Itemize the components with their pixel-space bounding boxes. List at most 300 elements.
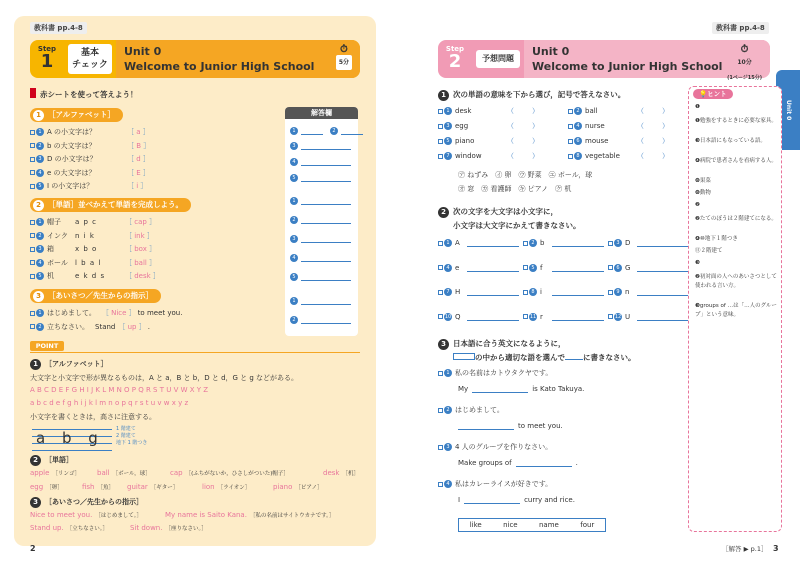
- sentence-suffix: curry and rice.: [524, 496, 575, 504]
- sentence-prefix: I: [458, 496, 461, 504]
- question-number: 5: [36, 182, 44, 190]
- question-number: 8: [529, 288, 537, 296]
- section-1-title: 1 ［アルファベット］: [30, 108, 123, 122]
- question-number: 2: [36, 232, 44, 240]
- letter: r: [540, 312, 543, 321]
- word-meaning: ［ピアノ］: [295, 485, 323, 491]
- four-line-diagram: [32, 425, 112, 455]
- word-entry: [323, 469, 359, 477]
- question-text: インク: [47, 231, 68, 240]
- checkbox[interactable]: [438, 445, 443, 450]
- phrase-entry: [165, 511, 334, 519]
- word: vegetable: [585, 152, 620, 160]
- hint-text: ❸groups of …は「…人のグループ」という意味。: [695, 303, 777, 318]
- word-entry: [30, 469, 80, 477]
- question-number: 4: [574, 122, 582, 130]
- answer-line[interactable]: [301, 254, 351, 262]
- word: piano: [455, 137, 475, 145]
- answer-line[interactable]: [301, 297, 351, 305]
- q1-item: [568, 151, 687, 161]
- sentence-suffix: .: [575, 459, 578, 467]
- word-entry: [202, 483, 250, 491]
- phrase-meaning: ［立ちなさい。］: [66, 526, 108, 532]
- question-text: ボール: [47, 258, 68, 267]
- question-text: D の小文字は？: [47, 155, 97, 163]
- answer-slot[interactable]: [290, 127, 323, 135]
- word-meaning: ［ギター］: [150, 485, 179, 491]
- answer-line[interactable]: [301, 273, 351, 281]
- question-text: 帽子: [47, 218, 61, 226]
- question-number: 9: [614, 288, 622, 296]
- checkbox[interactable]: [30, 311, 35, 316]
- checkbox[interactable]: [568, 139, 573, 144]
- word: fish: [82, 483, 95, 491]
- checkbox[interactable]: [30, 170, 35, 175]
- checkbox[interactable]: [608, 290, 613, 295]
- answer-line[interactable]: [301, 197, 351, 205]
- answer-line[interactable]: [637, 239, 689, 247]
- suffix: to meet you.: [137, 309, 183, 317]
- checkbox[interactable]: [30, 157, 35, 162]
- answer: ［ desk ］: [125, 272, 160, 280]
- answer-line[interactable]: [552, 239, 604, 247]
- unit-tab[interactable]: Unit 0: [776, 70, 800, 150]
- word: piano: [273, 483, 293, 491]
- q2-item: [608, 239, 689, 247]
- lowercase-alphabet: a b c d e f g h i j k l m n o p q r s t u v w x y z: [30, 399, 189, 407]
- scrambled-letters: x b o: [75, 245, 98, 253]
- uppercase-alphabet: A B C D E F G H I J K L M N O P Q R S T U V W X Y Z: [30, 386, 209, 394]
- hint-text: ❸: [695, 260, 700, 266]
- scrambled-letters: n i k: [75, 231, 95, 240]
- answer-slot[interactable]: [290, 216, 351, 224]
- word-choice: name: [539, 521, 559, 529]
- hint-label: 💡ヒント: [693, 89, 733, 99]
- letter: D: [625, 239, 631, 247]
- q2-item: [438, 288, 519, 296]
- word: egg: [30, 483, 44, 491]
- question-number: 2: [36, 323, 44, 331]
- point-2-title: 2 ［単語］: [30, 455, 73, 466]
- sentence-prefix: My: [458, 385, 469, 393]
- q2-item: [438, 239, 519, 247]
- letter: n: [625, 288, 630, 296]
- letter: i: [540, 288, 542, 296]
- answer-number: 1: [290, 297, 298, 305]
- line-label: 2 階建て: [116, 433, 136, 439]
- word-meaning: ［ボール，球］: [112, 471, 151, 477]
- phrase: Nice to meet you.: [30, 511, 93, 519]
- letter: A: [455, 239, 460, 247]
- sentence-suffix: is Kato Takuya.: [532, 385, 585, 393]
- scrambled-letters: a p c: [75, 218, 98, 226]
- answer-number: 5: [290, 273, 298, 281]
- section-3-row: [30, 322, 150, 332]
- letter: e: [455, 263, 460, 272]
- step-type-right: 予想問題: [476, 50, 520, 68]
- hint-text: ❷: [695, 202, 700, 208]
- question-number: 2: [36, 142, 44, 150]
- unit-label: Unit 0: [124, 45, 162, 58]
- answer: ［ up ］: [118, 322, 146, 331]
- section-1-row: [30, 154, 150, 164]
- checkbox[interactable]: [30, 220, 35, 225]
- checkbox[interactable]: [438, 408, 443, 413]
- answer-paren[interactable]: （）: [637, 152, 687, 160]
- question-number: 6: [614, 264, 622, 272]
- letter: b: [540, 239, 545, 247]
- checkbox[interactable]: [438, 109, 443, 114]
- word: mouse: [585, 137, 609, 145]
- answer-number: 4: [290, 158, 298, 166]
- suffix: .: [147, 322, 150, 331]
- answer: ［ box ］: [125, 245, 157, 253]
- question-number: 4: [444, 480, 452, 488]
- word-choice: like: [469, 521, 482, 529]
- point-label: POINT: [30, 341, 64, 351]
- answer-paren[interactable]: （）: [507, 137, 557, 145]
- q3-sentence: [458, 496, 575, 504]
- textbook-badge-left: 教科書 pp.4-8: [30, 22, 87, 34]
- question-number: 3: [444, 443, 452, 451]
- scrambled-letters: l b a l: [75, 258, 102, 267]
- hint-text: ⑪２階建て: [695, 248, 723, 254]
- word-entry: [82, 483, 114, 491]
- unit-label-right: Unit 0: [532, 45, 570, 58]
- step-indicator: Step 1: [37, 45, 57, 72]
- answer-line[interactable]: [472, 385, 528, 393]
- answer: ［ ink ］: [125, 231, 154, 240]
- answer: ［ ball ］: [125, 258, 157, 267]
- checkbox[interactable]: [438, 314, 443, 319]
- question-number: 11: [529, 313, 537, 320]
- question-number: 4: [444, 264, 452, 272]
- question-number: 1: [444, 239, 452, 247]
- letters-abg: a b g: [36, 429, 104, 447]
- word-meaning: ［リンゴ］: [52, 471, 80, 477]
- line-label: 1 階建て: [116, 426, 136, 432]
- checkbox[interactable]: [438, 290, 443, 295]
- page-number-right: 3: [773, 544, 779, 553]
- word-choice: nice: [503, 521, 518, 529]
- red-marker: [30, 88, 36, 98]
- word: window: [455, 152, 482, 160]
- checkbox[interactable]: [438, 265, 443, 270]
- question-number: 1: [444, 107, 452, 115]
- answer-number: 2: [290, 316, 298, 324]
- answer-paren[interactable]: （）: [507, 107, 557, 115]
- section-3-row: [30, 308, 182, 318]
- answer-number: 4: [290, 254, 298, 262]
- question-number: 1: [36, 218, 44, 226]
- answer-slot[interactable]: [290, 273, 351, 281]
- phrase-meaning: ［はじめまして。］: [95, 513, 142, 519]
- word-choice: four: [580, 521, 595, 529]
- answer-number: 2: [330, 127, 338, 135]
- answer-line[interactable]: [467, 239, 519, 247]
- q3-question: [438, 479, 552, 489]
- checkbox[interactable]: [438, 241, 443, 246]
- phrase: My name is Saito Kana.: [165, 511, 247, 519]
- checkbox[interactable]: [438, 482, 443, 487]
- question-number: 5: [36, 272, 44, 280]
- answer-slot[interactable]: [290, 235, 351, 243]
- question-number: 4: [36, 259, 44, 267]
- section-2-row: [30, 271, 160, 281]
- hint-text: ❹病院で患者さんを看病する人。: [695, 158, 777, 164]
- q2-title-2: 小文字は大文字にかえて書きなさい。: [453, 221, 581, 230]
- q3-sentence: [458, 459, 578, 467]
- checkbox[interactable]: [523, 314, 528, 319]
- answer-slot[interactable]: [290, 316, 351, 324]
- word: ball: [97, 469, 110, 477]
- q1-item: [438, 136, 557, 146]
- section-2-title: 2 ［単語］並べかえて単語を完成しよう。: [30, 198, 191, 212]
- answer-line[interactable]: [467, 313, 519, 321]
- timer: ⏱ 5分: [336, 44, 352, 70]
- unit-title-box: [116, 40, 360, 78]
- section-2-row: [30, 231, 154, 241]
- hint-text: ❽果菜: [695, 178, 711, 184]
- checkbox[interactable]: [30, 260, 35, 265]
- checkbox[interactable]: [568, 154, 573, 159]
- page-number-left: 2: [30, 544, 36, 553]
- answer-line[interactable]: [552, 288, 604, 296]
- letter: Q: [455, 312, 461, 321]
- letter: G: [625, 263, 631, 272]
- question-number: 8: [574, 152, 582, 160]
- checkbox[interactable]: [568, 124, 573, 129]
- answer-line[interactable]: [301, 158, 351, 166]
- answer-slot[interactable]: [290, 254, 351, 262]
- checkbox[interactable]: [608, 314, 613, 319]
- word-entry: [273, 483, 322, 491]
- answer-line[interactable]: [552, 264, 604, 272]
- q3-question: [438, 405, 504, 415]
- answer-line[interactable]: [637, 264, 689, 272]
- unit-title: Welcome to Junior High School: [124, 60, 315, 73]
- answer-line[interactable]: [301, 235, 351, 243]
- section-2-row: [30, 244, 156, 254]
- question-number: 1: [444, 369, 452, 377]
- question-number: 2: [574, 107, 582, 115]
- checkbox[interactable]: [523, 241, 528, 246]
- q2-item: [438, 313, 519, 321]
- answer-line[interactable]: [467, 288, 519, 296]
- instruction: 赤シートを使って答えよう！: [40, 90, 138, 99]
- q3-title: 3 日本語に合う英文になるように，: [438, 338, 566, 350]
- answer-slot[interactable]: [290, 297, 351, 305]
- step-indicator-right: Step 2: [445, 45, 465, 72]
- question-number: 2: [444, 406, 452, 414]
- q3-question: [438, 442, 552, 452]
- answer-box: 解答欄 1 2 3 4 5 1 2 3 4 5 1 2: [285, 107, 358, 336]
- scrambled-letters: e k d s: [75, 272, 106, 280]
- answer-line[interactable]: [341, 127, 363, 135]
- question-number: 6: [574, 137, 582, 145]
- answer-line[interactable]: [301, 142, 351, 150]
- timer-right: ⏱ 10分 (1ページ15分): [727, 44, 762, 81]
- hint-text: ❶勉強をするときに必要な家具。: [695, 118, 777, 124]
- answer-line[interactable]: [301, 316, 351, 324]
- checkbox[interactable]: [30, 233, 35, 238]
- section-2-row: [30, 217, 156, 227]
- word-meaning: ［卵］: [46, 485, 63, 491]
- question-text: b の大文字は？: [47, 141, 96, 150]
- answer-line[interactable]: [301, 127, 323, 135]
- answer-slot[interactable]: [290, 142, 351, 150]
- hint-panel: [688, 86, 782, 532]
- checkbox[interactable]: [523, 265, 528, 270]
- answer-slot[interactable]: [290, 197, 351, 205]
- answer-slot[interactable]: [290, 158, 351, 166]
- answer-line[interactable]: [464, 496, 520, 504]
- answer-line[interactable]: [301, 174, 351, 182]
- q1-item: [438, 151, 557, 161]
- word: guitar: [127, 483, 148, 491]
- question-number: 7: [444, 288, 452, 296]
- answer: ［ a ］: [127, 128, 150, 136]
- q2-item: [608, 288, 689, 296]
- question-text: はじめまして。: [47, 309, 96, 317]
- answer-paren[interactable]: （）: [637, 107, 687, 115]
- stopwatch-icon: ⏱: [740, 44, 749, 55]
- section-1-row: [30, 141, 150, 151]
- question-number: 5: [529, 264, 537, 272]
- question-text: 箱: [47, 245, 54, 253]
- phrase-entry: [130, 524, 207, 532]
- answer-line[interactable]: [467, 264, 519, 272]
- q2-item: [523, 264, 604, 272]
- checkbox[interactable]: [438, 154, 443, 159]
- q3-sentence: [458, 385, 584, 393]
- q3-question: [438, 368, 552, 378]
- answer-line[interactable]: [637, 288, 689, 296]
- answer-number: 1: [290, 197, 298, 205]
- question-text: A の小文字は？: [47, 128, 97, 136]
- hint-text: ❶: [695, 104, 700, 110]
- word-choice-box: [458, 518, 606, 532]
- checkbox[interactable]: [30, 247, 35, 252]
- word-meaning: ［机］: [342, 471, 359, 477]
- hint-text: ❷初対面の人へのあいさつとして使われる言い方。: [695, 274, 777, 289]
- answer: ［ B ］: [127, 141, 151, 150]
- section-1-row: [30, 181, 147, 191]
- section-1-row: [30, 168, 150, 178]
- line-label: 地下 1 階つき: [116, 440, 148, 446]
- answer-paren[interactable]: （）: [507, 122, 557, 130]
- checkbox[interactable]: [608, 241, 613, 246]
- question-japanese: 私はカレーライスが好きです。: [455, 480, 553, 488]
- section-2-row: [30, 258, 156, 268]
- q1-title: 1 次の単語の意味を下から選び，記号で答えなさい。: [438, 89, 625, 101]
- answer-slot[interactable]: [290, 174, 351, 182]
- checkbox[interactable]: [30, 143, 35, 148]
- section-3-title: 3 ［あいさつ／先生からの指示］: [30, 289, 161, 303]
- q1-item: [568, 136, 687, 146]
- q2-title: 2 次の文字を大文字は小文字に，: [438, 206, 558, 218]
- word: apple: [30, 469, 50, 477]
- answer-line[interactable]: [516, 459, 572, 467]
- q1-item: [568, 106, 687, 116]
- answer-line[interactable]: [552, 313, 604, 321]
- q2-item: [523, 288, 604, 296]
- checkbox[interactable]: [30, 274, 35, 279]
- question-text: 立ちなさい。: [47, 322, 89, 331]
- answer-line[interactable]: [637, 313, 689, 321]
- sentence-prefix: Make groups of: [458, 459, 512, 467]
- answer-paren[interactable]: （）: [507, 152, 557, 160]
- answer-paren[interactable]: （）: [637, 137, 687, 145]
- q2-item: [608, 264, 689, 272]
- hint-text: ❷たてのぼうは２階建てになる。: [695, 216, 777, 222]
- textbook-badge-right: 教科書 pp.4-8: [712, 22, 769, 34]
- step-type: 基本 チェック: [68, 44, 112, 74]
- step-header-right: [438, 40, 770, 81]
- word: nurse: [585, 122, 605, 130]
- q3-sentence: [458, 422, 563, 430]
- question-japanese: 4 人のグループを作りなさい。: [455, 443, 553, 451]
- checkbox[interactable]: [30, 130, 35, 135]
- checkbox[interactable]: [523, 290, 528, 295]
- word-entry: [97, 469, 151, 477]
- word-meaning: ［魚］: [97, 485, 115, 491]
- answer-line[interactable]: [458, 422, 514, 430]
- point-3-title: 3 ［あいさつ／先生からの指示］: [30, 497, 143, 508]
- answer-number: 1: [290, 127, 298, 135]
- question-number: 3: [444, 122, 452, 130]
- q3-title-2: の中から適切な語を選んで に書きなさい。: [453, 352, 636, 363]
- checkbox[interactable]: [438, 139, 443, 144]
- answer: ［ E ］: [127, 168, 150, 177]
- word: egg: [455, 122, 469, 130]
- word-entry: [30, 483, 63, 491]
- question-number: 2: [529, 239, 537, 247]
- checkbox[interactable]: [568, 109, 573, 114]
- question-text: e の大文字は？: [47, 168, 96, 177]
- section-1-row: [30, 127, 150, 137]
- word-entry: [127, 483, 178, 491]
- phrase: Sit down.: [130, 524, 163, 532]
- hint-text: ❸日本語にもなっている語。: [695, 138, 766, 144]
- phrase-meaning: ［私の名前はサイトウカナです。］: [249, 513, 335, 519]
- question-number: 5: [444, 137, 452, 145]
- question-number: 1: [36, 128, 44, 136]
- q2-item: [523, 239, 604, 247]
- phrase-meaning: ［座りなさい。］: [165, 526, 207, 532]
- answer-line[interactable]: [301, 216, 351, 224]
- point-divider: [30, 352, 360, 353]
- checkbox[interactable]: [30, 324, 35, 329]
- question-japanese: 私の名前はカトウタクヤです。: [455, 369, 553, 377]
- question-text: 机: [47, 272, 54, 280]
- checkbox[interactable]: [30, 184, 35, 189]
- question-number: 1: [36, 309, 44, 317]
- q2-item: [523, 313, 604, 321]
- answer-number: 5: [290, 174, 298, 182]
- checkbox[interactable]: [438, 124, 443, 129]
- question-number: 3: [36, 155, 44, 163]
- q1-item: [438, 121, 557, 131]
- checkbox[interactable]: [608, 265, 613, 270]
- answer-reference[interactable]: ［解答 ▶ p.1］: [722, 545, 768, 553]
- phrase-entry: [30, 524, 108, 532]
- checkbox[interactable]: [438, 371, 443, 376]
- answer-paren[interactable]: （）: [637, 122, 687, 130]
- question-text: I の小文字は？: [47, 182, 94, 190]
- q1-choices-2: ㋔ 窓 ㋕ 看護師 ㋖ ピアノ ㋗ 机: [458, 185, 572, 193]
- answer-slot[interactable]: [330, 127, 363, 135]
